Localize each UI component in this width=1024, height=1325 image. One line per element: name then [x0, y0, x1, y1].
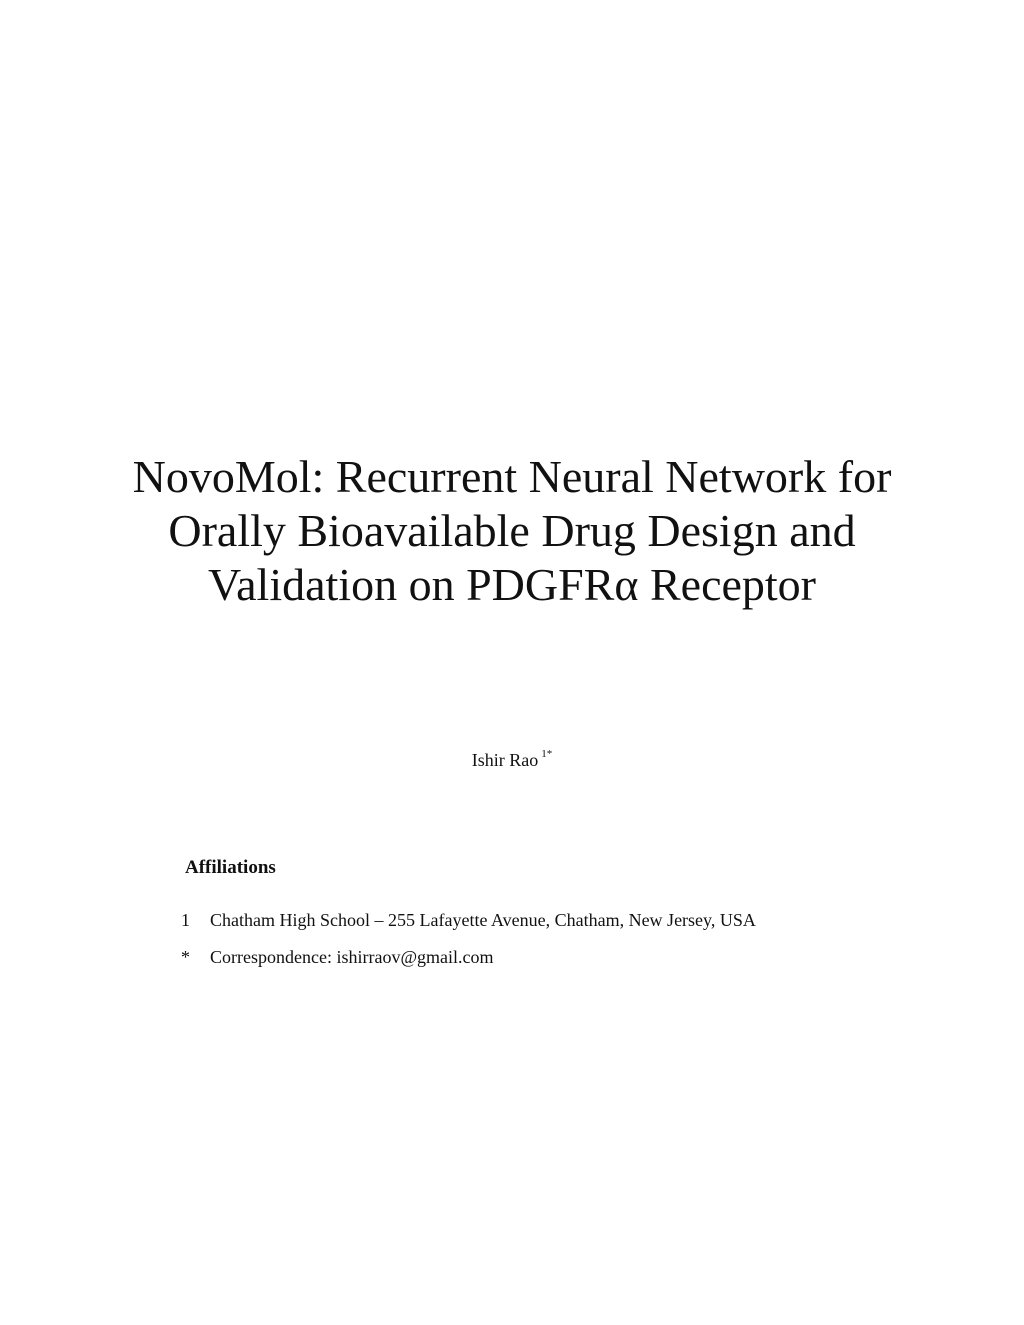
- affiliation-marker: 1: [181, 910, 190, 930]
- title-line-3: Validation on PDGFRα Receptor: [208, 559, 816, 610]
- affiliation-item: [178, 908, 756, 932]
- author-line: [0, 748, 1024, 772]
- paper-title: [0, 450, 1024, 612]
- affiliations-heading: Affiliations: [185, 857, 276, 878]
- correspondence-item: [178, 945, 494, 969]
- author-superscript: 1*: [541, 748, 553, 760]
- correspondence-marker: *: [181, 947, 190, 967]
- title-line-1: NovoMol: Recurrent Neural Network for: [132, 451, 892, 502]
- affiliation-text: Chatham High School – 255 Lafayette Avenue, Chatham, New Jersey, USA: [210, 910, 756, 930]
- author-name: Ishir Rao: [471, 750, 539, 770]
- correspondence-text: Correspondence: ishirraov@gmail.com: [210, 947, 494, 967]
- title-line-2: Orally Bioavailable Drug Design and: [168, 505, 856, 556]
